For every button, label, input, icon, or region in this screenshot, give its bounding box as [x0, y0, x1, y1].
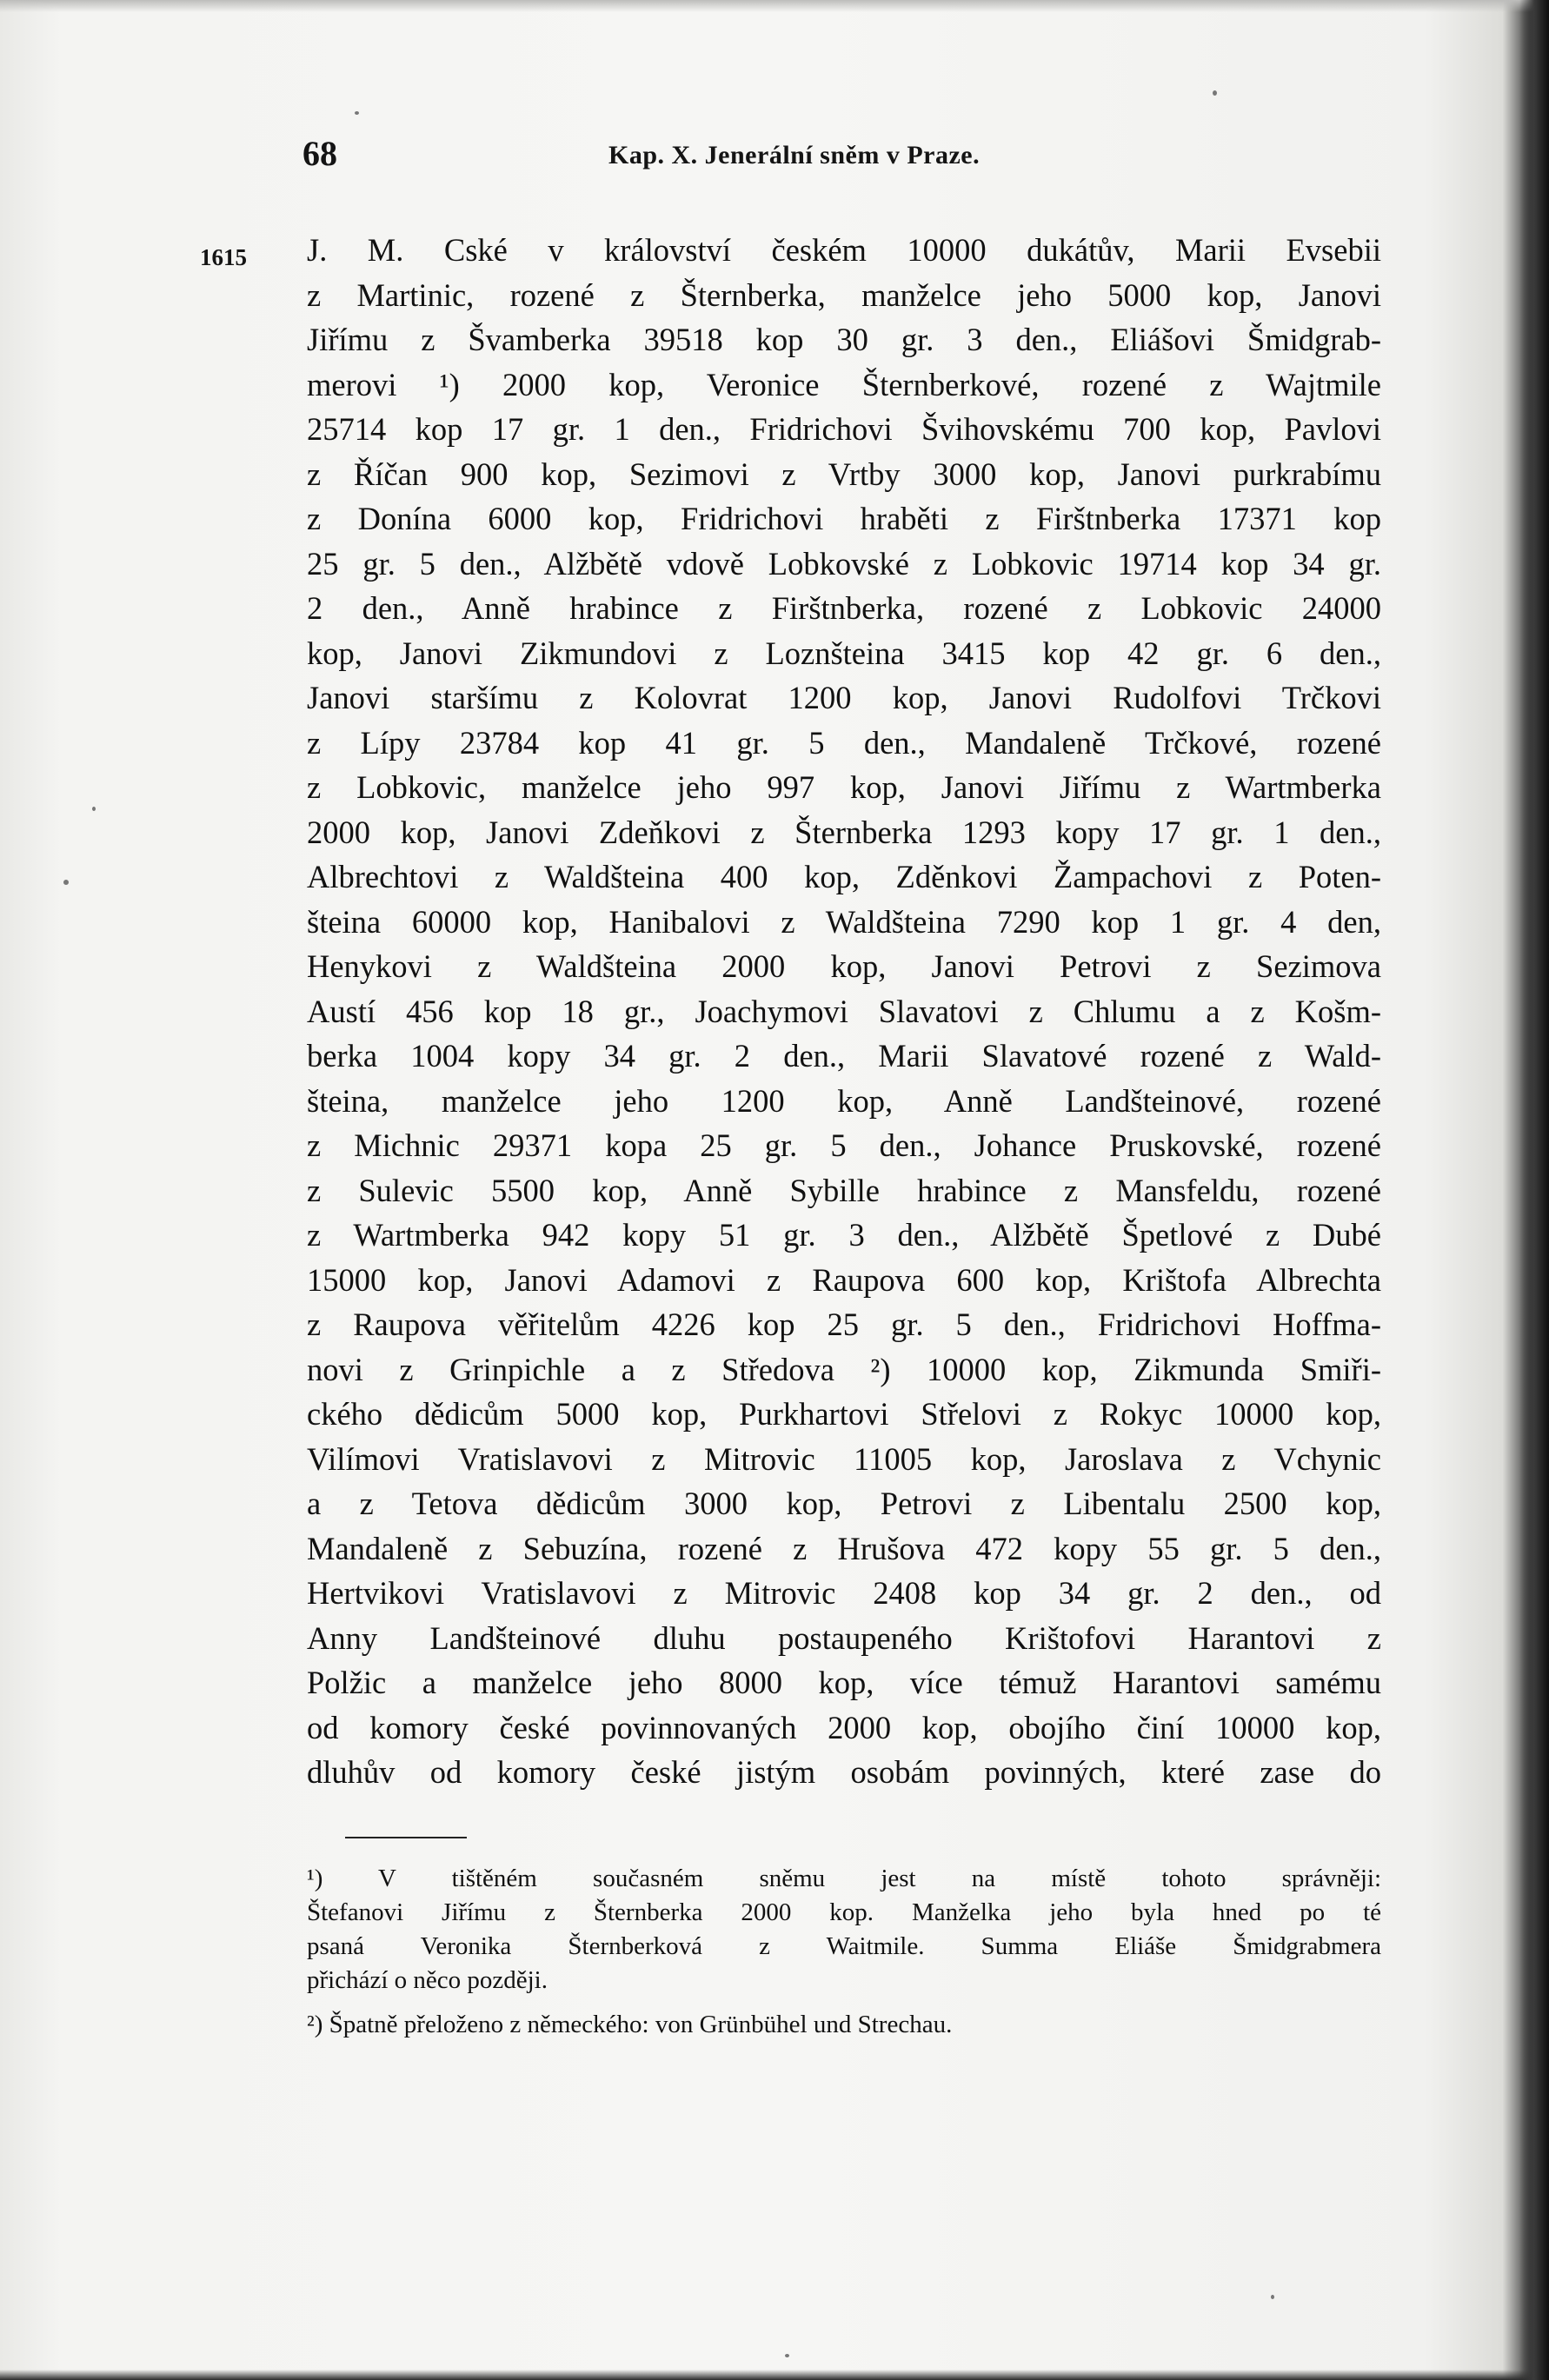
- body-line: z Donína 6000 kop, Fridrichovi hraběti z Firštnberka 17371 kop: [307, 501, 1381, 536]
- running-title: Kap. X. Jenerální sněm v Praze.: [608, 141, 981, 170]
- body-line: berka 1004 kopy 34 gr. 2 den., Marii Slavatové rozené z Wald-: [307, 1038, 1381, 1074]
- body-line: z Martinic, rozené z Šternberka, manželce jeho 5000 kop, Janovi: [307, 276, 1381, 313]
- body-line: dluhův od komory české jistým osobám povinných, které zase do: [307, 1754, 1381, 1790]
- body-line: Mandaleně z Sebuzína, rozené z Hrušova 472 kopy 55 gr. 5 den.,: [307, 1530, 1381, 1566]
- body-line: a z Tetova dědicům 3000 kop, Petrovi z Libentalu 2500 kop,: [307, 1486, 1381, 1521]
- body-line: z Wartmberka 942 kopy 51 gr. 3 den., Alžbětě Špetlové z Dubé: [307, 1217, 1381, 1253]
- body-line: 25 gr. 5 den., Alžbětě vdově Lobkovské z Lobkovic 19714 kop 34 gr.: [307, 545, 1381, 582]
- body-line: z Michnic 29371 kopa 25 gr. 5 den., Johance Pruskovské, rozené: [307, 1127, 1381, 1163]
- body-line: J. M. Cské v království českém 10000 dukátův, Marii Evsebii: [307, 232, 1381, 268]
- body-line: šteina, manželce jeho 1200 kop, Anně Landšteinové, rozené: [307, 1082, 1381, 1119]
- body-text: [307, 228, 1381, 1795]
- footnote-line: psaná Veronika Šternberková z Waitmile. Summa Eliáše Šmidgrabmera: [307, 1932, 1381, 1960]
- page-top-shadow: [0, 0, 1549, 12]
- footnote-line: přichází o něco později.: [307, 1966, 548, 1994]
- body-line: z Říčan 900 kop, Sezimovi z Vrtby 3000 kop, Janovi purkrabímu: [307, 455, 1381, 492]
- body-line: Henykovi z Waldšteina 2000 kop, Janovi Petrovi z Sezimova: [307, 948, 1381, 984]
- body-line: šteina 60000 kop, Hanibalovi z Waldšteina 7290 kop 1 gr. 4 den,: [307, 903, 1381, 940]
- page-bottom-shadow: [0, 2370, 1549, 2380]
- footnote-line: Štefanovi Jiřímu z Šternberka 2000 kop. Manželka jeho byla hned po té: [307, 1898, 1381, 1926]
- scan-speck: [63, 880, 69, 885]
- body-line: ckého dědicům 5000 kop, Purkhartovi Střelovi z Rokyc 10000 kop,: [307, 1396, 1381, 1432]
- running-head: [302, 132, 1382, 176]
- page-right-edge-shadow: [1519, 0, 1549, 2380]
- scan-speck: [1213, 90, 1217, 96]
- scan-speck: [1271, 2295, 1274, 2299]
- body-line: z Sulevic 5500 kop, Anně Sybille hrabince z Mansfeldu, rozené: [307, 1172, 1381, 1208]
- scan-speck: [355, 111, 359, 115]
- footnote-separator: [345, 1837, 467, 1838]
- body-line: kop, Janovi Zikmundovi z Loznšteina 3415 kop 42 gr. 6 den.,: [307, 635, 1381, 671]
- footnote-line: ¹) V tištěném současném sněmu jest na místě tohoto správněji:: [307, 1865, 1381, 1892]
- body-line: Polžic a manželce jeho 8000 kop, více témuž Harantovi samému: [307, 1665, 1381, 1700]
- body-line: 2000 kop, Janovi Zdeňkovi z Šternberka 1293 kopy 17 gr. 1 den.,: [307, 814, 1381, 850]
- footnote-1: [307, 1862, 1381, 1998]
- margin-year: 1615: [200, 244, 247, 270]
- body-line: od komory české povinnovaných 2000 kop, obojího činí 10000 kop,: [307, 1709, 1381, 1745]
- body-line: Hertvikovi Vratislavovi z Mitrovic 2408 kop 34 gr. 2 den., od: [307, 1575, 1381, 1611]
- body-line: Jiřímu z Švamberka 39518 kop 30 gr. 3 den., Eliášovi Šmidgrab-: [307, 322, 1381, 357]
- footnotes: [307, 1862, 1381, 2042]
- scan-speck: [785, 2354, 789, 2357]
- footnote-2: [307, 2008, 1381, 2042]
- body-line: Albrechtovi z Waldšteina 400 kop, Zděnkovi Žampachovi z Poten-: [307, 859, 1381, 894]
- body-line: z Lípy 23784 kop 41 gr. 5 den., Mandaleně Trčkové, rozené: [307, 724, 1381, 761]
- body-line: 25714 kop 17 gr. 1 den., Fridrichovi Švihovskému 700 kop, Pavlovi: [307, 411, 1381, 447]
- body-line: 15000 kop, Janovi Adamovi z Raupova 600 kop, Krištofa Albrechta: [307, 1261, 1381, 1298]
- body-line: 2 den., Anně hrabince z Firštnberka, rozené z Lobkovic 24000: [307, 590, 1381, 626]
- page-number: 68: [302, 134, 337, 173]
- body-line: merovi ¹) 2000 kop, Veronice Šternberkové, rozené z Wajtmile: [307, 366, 1381, 402]
- body-line: Anny Landšteinové dluhu postaupeného Krištofovi Harantovi z: [307, 1619, 1381, 1656]
- body-line: z Raupova věřitelům 4226 kop 25 gr. 5 den., Fridrichovi Hoffma-: [307, 1306, 1381, 1342]
- footnote-gap: [307, 1998, 1381, 2008]
- body-line: z Lobkovic, manželce jeho 997 kop, Janovi Jiřímu z Wartmberka: [307, 769, 1381, 805]
- body-line: Vilímovi Vratislavovi z Mitrovic 11005 kop, Jaroslava z Vchynic: [307, 1440, 1381, 1477]
- body-line: Austí 456 kop 18 gr., Joachymovi Slavatovi z Chlumu a z Košm-: [307, 993, 1381, 1029]
- body-line: Janovi staršímu z Kolovrat 1200 kop, Janovi Rudolfovi Trčkovi: [307, 680, 1381, 715]
- body-line: novi z Grinpichle a z Středova ²) 10000 kop, Zikmunda Smiři-: [307, 1351, 1381, 1387]
- footnote-line: ²) Špatně přeloženo z německého: von Grünbühel und Strechau.: [307, 2011, 953, 2038]
- scan-speck: [92, 807, 96, 811]
